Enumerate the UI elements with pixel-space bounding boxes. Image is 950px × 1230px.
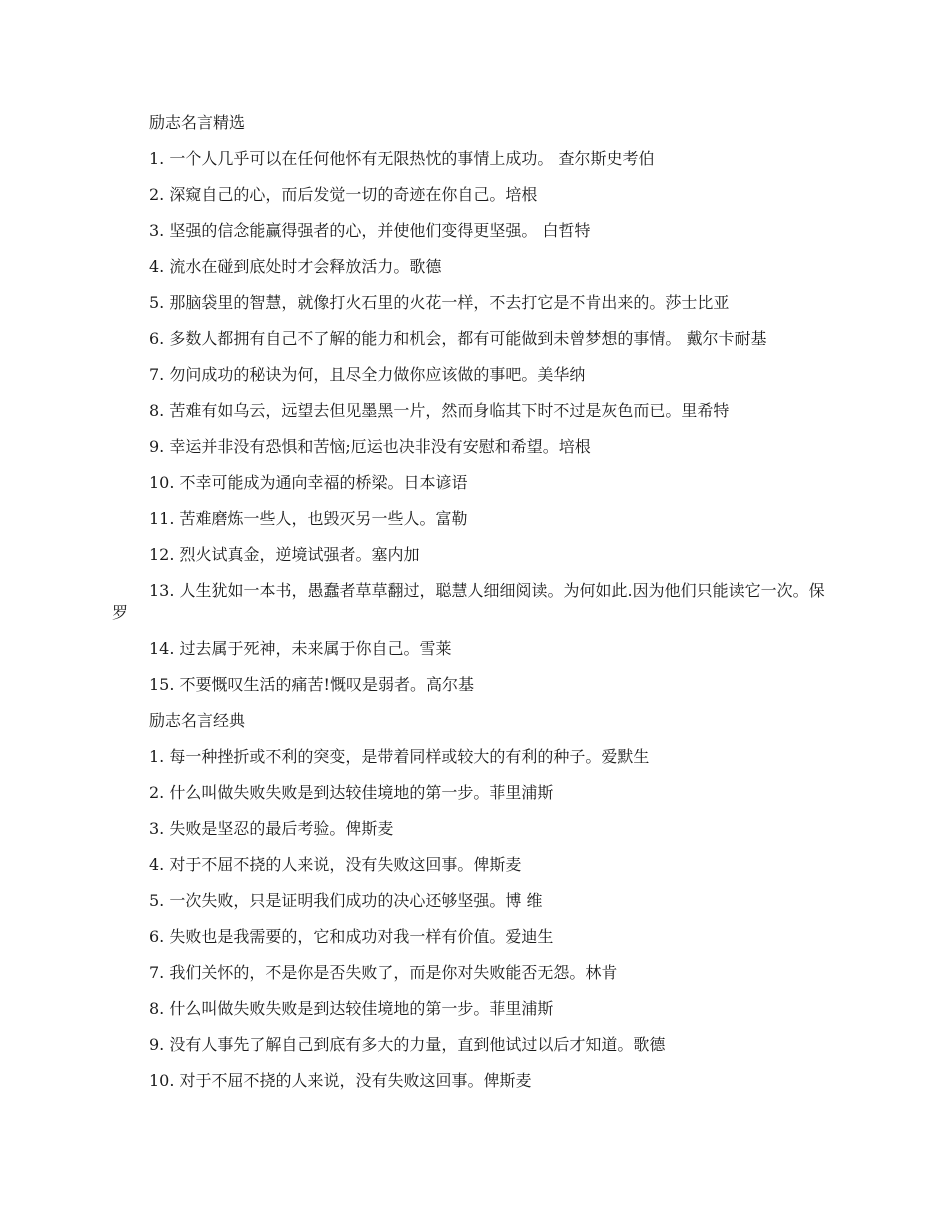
quote-line: 1. 一个人几乎可以在任何他怀有无限热忱的事情上成功。 查尔斯史考伯 xyxy=(149,149,655,168)
quote-line: 10. 对于不屈不挠的人来说，没有失败这回事。俾斯麦 xyxy=(149,1071,532,1090)
quote-line: 2. 深窥自己的心，而后发觉一切的奇迹在你自己。培根 xyxy=(149,185,538,204)
quote-line: 6. 多数人都拥有自己不了解的能力和机会，都有可能做到未曾梦想的事情。 戴尔卡耐基 xyxy=(149,329,767,348)
quote-line: 10. 不幸可能成为通向幸福的桥梁。日本谚语 xyxy=(149,473,468,492)
quote-line: 7. 我们关怀的，不是你是否失败了，而是你对失败能否无怨。林肯 xyxy=(149,963,618,982)
document-page xyxy=(112,112,828,1106)
quote-line: 9. 幸运并非没有恐惧和苦恼;厄运也决非没有安慰和希望。培根 xyxy=(149,437,591,456)
quote-line: 6. 失败也是我需要的，它和成功对我一样有价值。爱迪生 xyxy=(149,927,554,946)
quote-line: 5. 那脑袋里的智慧，就像打火石里的火花一样，不去打它是不肯出来的。莎士比亚 xyxy=(149,293,730,312)
quote-line: 4. 流水在碰到底处时才会释放活力。歌德 xyxy=(149,257,442,276)
quote-line: 8. 苦难有如乌云，远望去但见墨黑一片，然而身临其下时不过是灰色而已。里希特 xyxy=(149,401,730,420)
quote-line: 2. 什么叫做失败失败是到达较佳境地的第一步。菲里浦斯 xyxy=(149,783,554,802)
quote-line: 3. 坚强的信念能赢得强者的心，并使他们变得更坚强。 白哲特 xyxy=(149,221,591,240)
quote-line: 4. 对于不屈不挠的人来说，没有失败这回事。俾斯麦 xyxy=(149,855,522,874)
quote-line: 13. 人生犹如一本书，愚蠢者草草翻过，聪慧人细细阅读。为何如此.因为他们只能读它一次。保罗 xyxy=(112,581,825,622)
section-title: 励志名言经典 xyxy=(149,711,246,730)
quote-line: 14. 过去属于死神，未来属于你自己。雪莱 xyxy=(149,639,452,658)
quote-line: 5. 一次失败，只是证明我们成功的决心还够坚强。博 维 xyxy=(149,891,543,910)
section-title: 励志名言精选 xyxy=(149,113,246,132)
quote-line: 8. 什么叫做失败失败是到达较佳境地的第一步。菲里浦斯 xyxy=(149,999,554,1018)
quote-line: 15. 不要慨叹生活的痛苦!慨叹是弱者。高尔基 xyxy=(149,675,474,694)
quote-line: 12. 烈火试真金，逆境试强者。塞内加 xyxy=(149,545,420,564)
quote-line: 1. 每一种挫折或不利的突变，是带着同样或较大的有利的种子。爱默生 xyxy=(149,747,650,766)
quote-line: 9. 没有人事先了解自己到底有多大的力量，直到他试过以后才知道。歌德 xyxy=(149,1035,666,1054)
quote-line: 11. 苦难磨炼一些人，也毁灭另一些人。富勒 xyxy=(149,509,468,528)
quote-line: 3. 失败是坚忍的最后考验。俾斯麦 xyxy=(149,819,394,838)
quote-line: 7. 勿问成功的秘诀为何，且尽全力做你应该做的事吧。美华纳 xyxy=(149,365,586,384)
